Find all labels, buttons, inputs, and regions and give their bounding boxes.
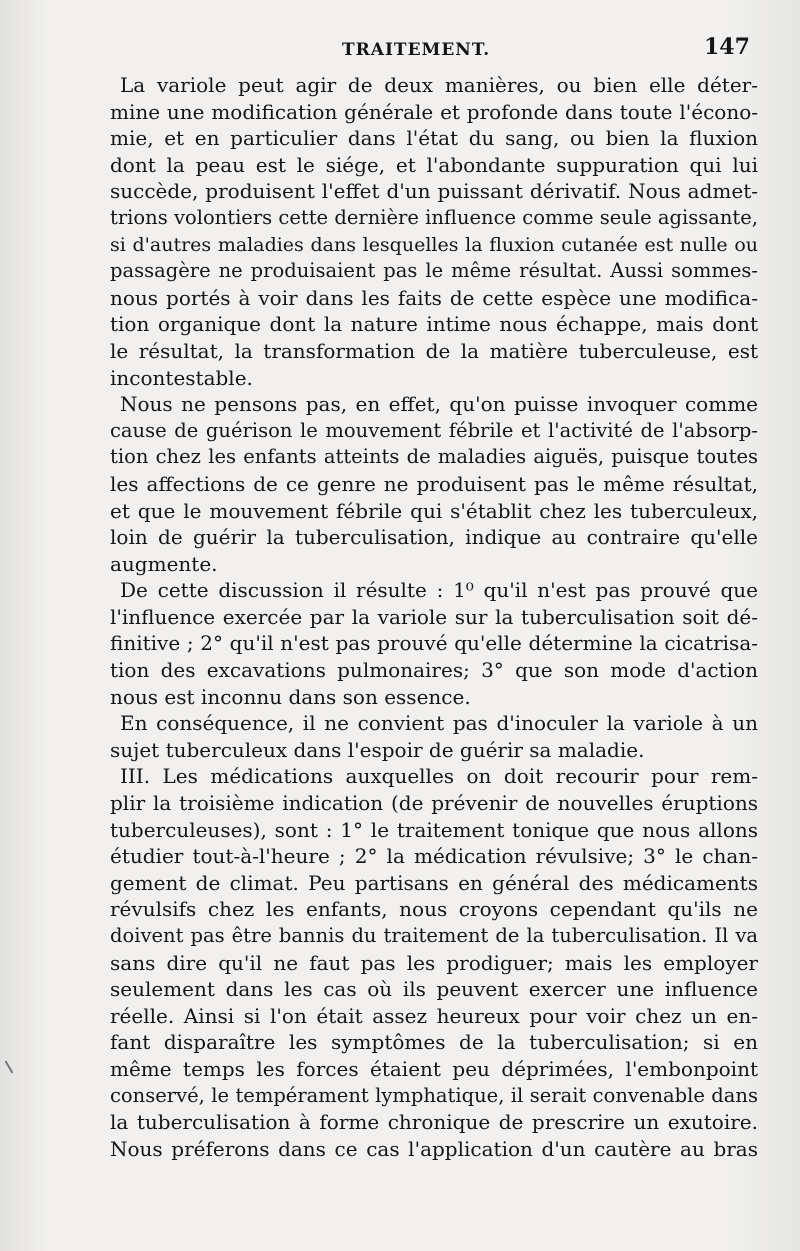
text-line: La variole peut agir de deux manières, ou bien elle déter- <box>120 73 758 97</box>
text-line: si d'autres maladies dans lesquelles la fluxion cutanée est nulle ou <box>110 233 758 256</box>
text-line: De cette discussion il résulte : 1⁰ qu'il n'est pas prouvé que <box>120 578 758 603</box>
text-line: trions volontiers cette dernière influence comme seule agissante, <box>110 205 758 229</box>
text-line: succède, produisent l'effet d'un puissant dérivatif. Nous admet- <box>110 179 758 204</box>
text-line: loin de guérir la tuberculisation, indique au contraire qu'elle <box>110 525 758 550</box>
text-line: incontestable. <box>110 365 253 390</box>
text-line: passagère ne produisaient pas le même résultat. Aussi sommes- <box>110 259 758 283</box>
text-line: plir la troisième indication (de prévenir de nouvelles éruptions <box>110 791 758 816</box>
text-line: nous portés à voir dans les faits de cette espèce une modifica- <box>110 285 758 310</box>
text-line: gement de climat. Peu partisans en général des médicaments <box>110 870 758 895</box>
margin-mark <box>5 1060 14 1073</box>
text-line: le résultat, la transformation de la matière tuberculeuse, est <box>110 338 758 363</box>
text-line: les affections de ce genre ne produisent pas le même résultat, <box>110 471 758 496</box>
text-line: étudier tout-à-l'heure ; 2° la médication révulsive; 3° le chan- <box>110 844 758 869</box>
text-line: tion organique dont la nature intime nous échappe, mais dont <box>110 312 758 337</box>
text-line: révulsifs chez les enfants, nous croyons cependant qu'ils ne <box>110 897 758 922</box>
text-line: Nous préferons dans ce cas l'application d'un cautère au bras <box>110 1136 758 1161</box>
text-line: sujet tuberculeux dans l'espoir de guérir sa maladie. <box>110 737 645 762</box>
text-line: tion chez les enfants atteints de maladies aiguës, puisque toutes <box>110 445 758 469</box>
text-line: l'influence exercée par la variole sur la tuberculisation soit dé- <box>110 604 758 629</box>
text-line: dont la peau est le siége, et l'abondante suppuration qui lui <box>110 152 758 177</box>
text-line: augmente. <box>110 551 218 576</box>
body-text <box>110 72 758 1162</box>
text-line: tuberculeuses), sont : 1° le traitement tonique que nous allons <box>110 817 758 842</box>
text-line: la tuberculisation à forme chronique de prescrire un exutoire. <box>110 1110 758 1135</box>
text-line: et que le mouvement fébrile qui s'établit chez les tuberculeux, <box>110 498 758 523</box>
text-line: même temps les forces étaient peu déprimées, l'embonpoint <box>110 1056 758 1081</box>
running-header <box>0 34 800 66</box>
text-line: III. Les médications auxquelles on doit recourir pour rem- <box>120 764 758 789</box>
text-line: nous est inconnu dans son essence. <box>110 684 471 709</box>
text-line: sans dire qu'il ne faut pas les prodiguer; mais les employer <box>110 950 758 975</box>
text-line: réelle. Ainsi si l'on était assez heureux pour voir chez un en- <box>110 1003 758 1028</box>
text-line: mine une modification générale et profonde dans toute l'écono- <box>110 99 758 124</box>
page-number: 147 <box>704 34 750 60</box>
text-line: finitive ; 2° qu'il n'est pas prouvé qu'elle détermine la cicatrisa- <box>110 631 758 656</box>
running-title: TRAITEMENT. <box>342 40 491 60</box>
text-line: conservé, le tempérament lymphatique, il serait convenable dans <box>110 1083 758 1107</box>
text-line: seulement dans les cas où ils peuvent exercer une influence <box>110 977 758 1002</box>
text-line: fant disparaître les symptômes de la tuberculisation; si en <box>110 1030 758 1055</box>
text-line: En conséquence, il ne convient pas d'inoculer la variole à un <box>120 711 758 736</box>
text-line: tion des excavations pulmonaires; 3° que son mode d'action <box>110 658 758 683</box>
text-line: doivent pas être bannis du traitement de la tuberculisation. Il va <box>110 924 758 947</box>
text-line: cause de guérison le mouvement fébrile et l'activité de l'absorp- <box>110 418 758 442</box>
text-line: mie, et en particulier dans l'état du sang, ou bien la fluxion <box>110 126 758 151</box>
text-line: Nous ne pensons pas, en effet, qu'on puisse invoquer comme <box>120 392 758 417</box>
